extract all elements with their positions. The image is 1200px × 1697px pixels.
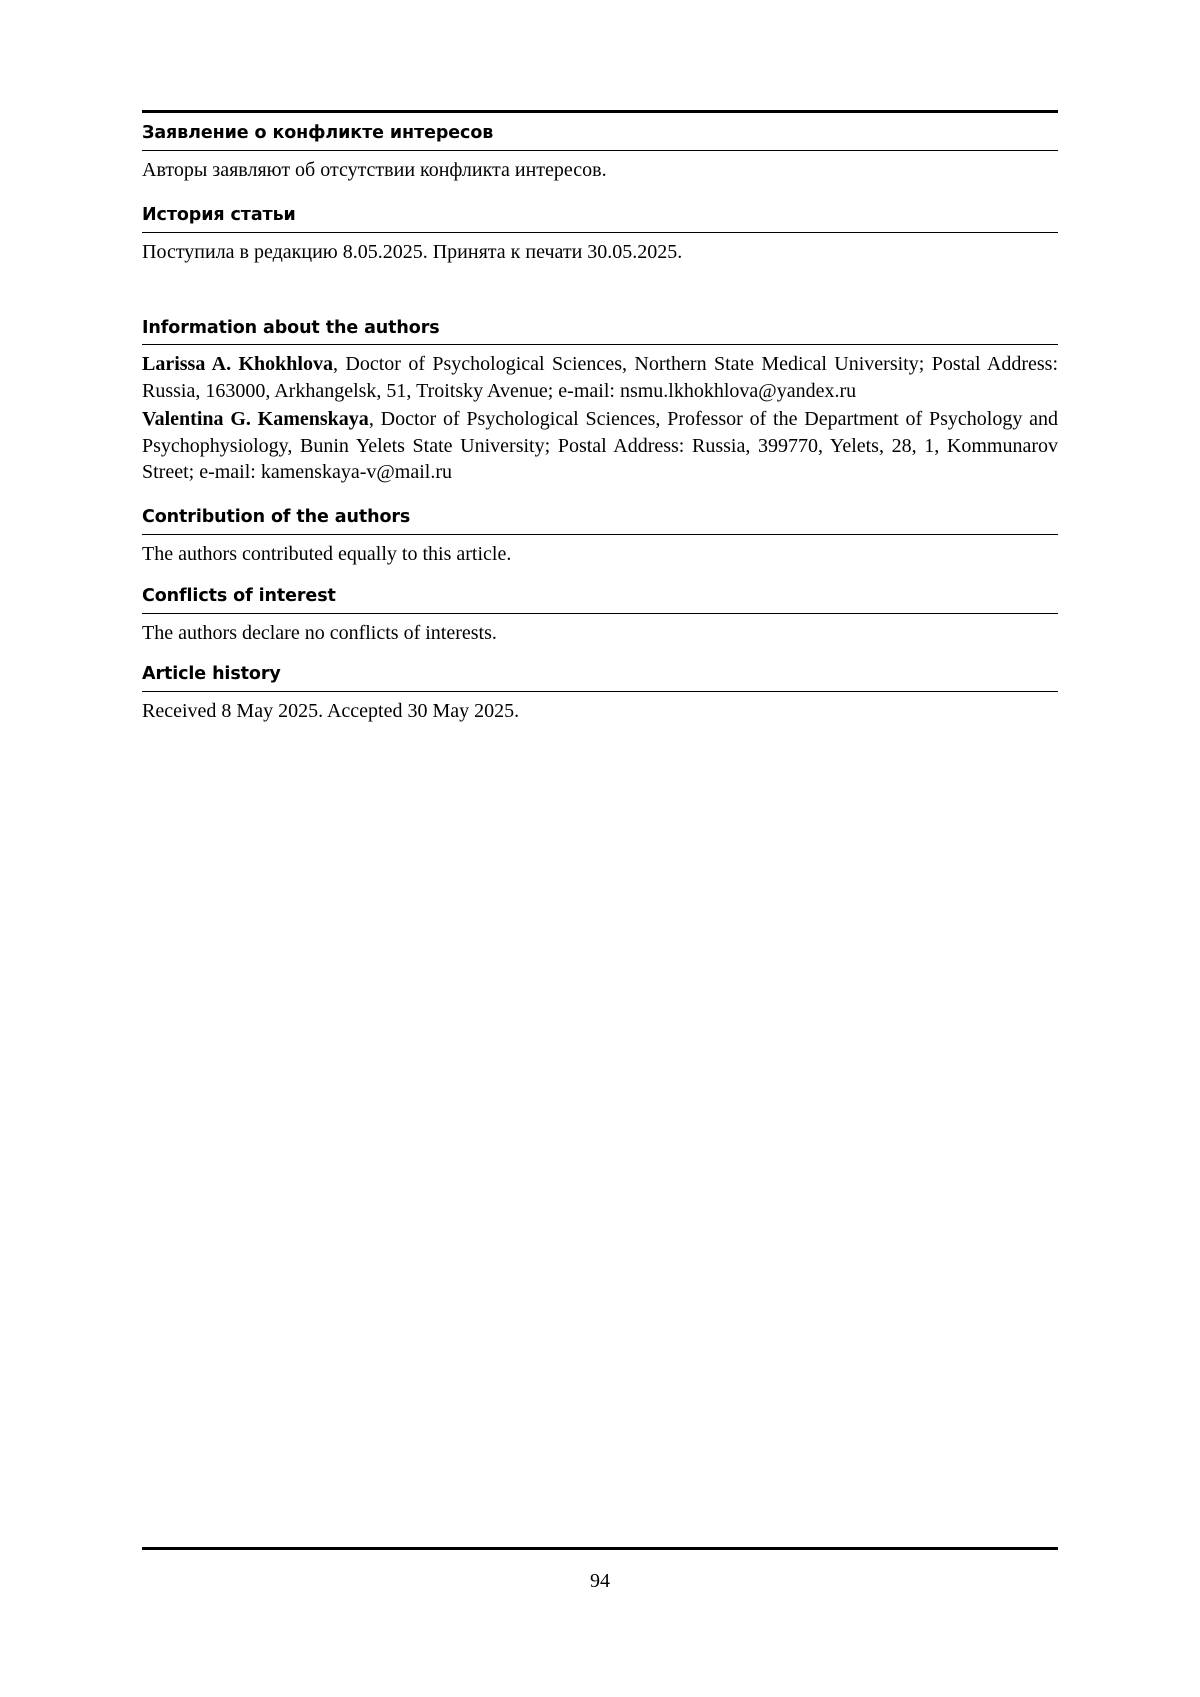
section-paragraph: Received 8 May 2025. Accepted 30 May 2025. [142,699,520,722]
section-authors-en [142,318,1058,486]
section-paragraph: Авторы заявляют об отсутствии конфликта интересов. [142,158,607,181]
section-paragraph: The authors declare no conflicts of interests. [142,621,497,644]
author-name: Valentina G. Kamenskaya [142,408,369,431]
heading-divider [142,344,1058,345]
heading-divider [142,613,1058,614]
page-content [142,110,1058,742]
heading-divider [142,691,1058,692]
bottom-divider [142,1547,1058,1550]
section-conflict-ru [142,123,1058,183]
section-heading: Information about the authors [142,317,440,338]
section-heading: Article history [142,663,281,684]
author-entry [142,406,1058,485]
section-heading: Contribution of the authors [142,507,411,528]
section-paragraph: Поступила в редакцию 8.05.2025. Принята к печати 30.05.2025. [142,241,683,264]
top-divider [142,110,1058,113]
author-entry [142,351,1058,404]
author-details: , Doctor of Psychological Sciences, Professor of the Department of Psychology and Psychophysiology, Bunin Yelets State University; Postal Address: Russia, 399770, Yelets, 28, 1, Kommunarov Street; e-mail: kamenskaya-v@mail.ru [142,408,1059,483]
section-spacer [142,288,1058,318]
section-history-ru [142,205,1058,265]
page-number: 94 [590,1570,610,1592]
heading-divider [142,232,1058,233]
section-paragraph: The authors contributed equally to this article. [142,543,512,566]
section-heading: Conflicts of interest [142,585,336,606]
section-heading: История статьи [142,205,296,226]
section-heading: Заявление о конфликте интересов [142,123,494,143]
section-history-en [142,664,1058,724]
section-conflicts-en [142,586,1058,646]
section-contribution-en [142,507,1058,567]
heading-divider [142,534,1058,535]
heading-divider [142,150,1058,151]
author-details: , Doctor of Psychological Sciences, Northern State Medical University; Postal Address: Russia, 163000, Arkhangelsk, 51, Troitsky Avenue; e-mail: nsmu.lkhokhlova@yandex.ru [142,353,1058,402]
author-name: Larissa A. Khokhlova [142,353,333,376]
